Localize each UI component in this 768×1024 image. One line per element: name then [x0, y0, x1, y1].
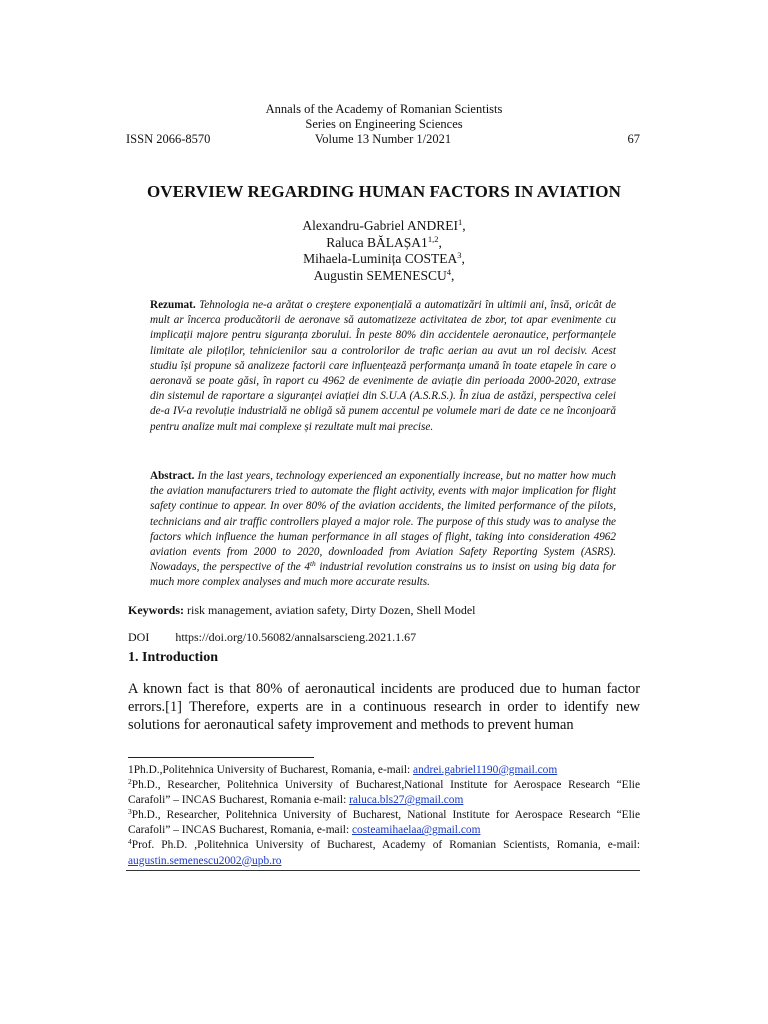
author: Mihaela-Luminița COSTEA$^3$,	[303, 250, 465, 266]
paper-title: OVERVIEW REGARDING HUMAN FACTORS IN AVIATION	[146, 182, 622, 201]
email-link[interactable]: costeamihaelaa@gmail.com	[351, 824, 481, 837]
footnote: $^2$Ph.D., Researcher, Politehnica University of Bucharest,National Institute for Aerospace Research “Elie Carafoli” – INCAS Bucharest, Romania e-mail: raluca.bls27@gmail.com	[128, 777, 640, 807]
footnote-divider	[128, 757, 314, 758]
email-link[interactable]: andrei.gabriel1190@gmail.com	[413, 764, 558, 776]
rezumat-paragraph	[150, 298, 616, 435]
author: Augustin SEMENESCU$^4$,	[313, 266, 455, 283]
keywords-line	[128, 603, 475, 618]
author: Alexandru-Gabriel ANDREI$^1$,	[302, 217, 466, 233]
abstract-paragraph: Abstract. In the last years, technology experienced an exponentially increase, but no matter how much the aviation manufacturers tried to automate the flight activity, events with major implication for flight safety continue to appear. In over 80% of the aviation accidents, the limited performance of the pilots, technicians and air traffic controllers played a major role. The purpose of this study was to analyse the factors which influence the human performance in all stages of flight, taking into consideration 4962 aviation events from 2000 to 2020, downloaded from Aviation Safety Reporting System (ASRS). Nowadays, the perspective of the 4th industrial revolution constrains us to insist on using big data for much more complex analyses and much more accurate results.	[150, 470, 617, 589]
journal-series: Series on Engineering Sciences	[305, 117, 463, 131]
section-heading-introduction: 1. Introduction	[128, 650, 218, 665]
rezumat-text: Tehnologia ne-a arătat o creştere exponențială a automatizări în ultimii ani, însă, oricât de mult ar încerca producătorii de aeronave să automatizeze activitatea de zbor, tot apar evenimente cu implicații majore pentru siguranța zborului. În peste 80% din accidentele aeronautice, performanțele limitate ale piloților, tehnicienilor sau a controlorilor de trafic aerian au avut un rol decisiv. Acest studiu își propune să analizeze factorii care influențează performanța umană în toate etapele în care o aeronavă se poate găsi, în raport cu 4962 de evenimente de aviație din perioada 2000-2020, extrase din sistemul de raportare a siguranței aviației din S.U.A (A.S.R.S.). În ziua de astăzi, perspectiva celei de-a IV-a revoluție industrială ne obligă să punem accentul pe volumele mari de date ce ne înconjoară pentru analize mult mai complexe și rezultate mult mai precise.	[150, 299, 616, 433]
keywords-label: Keywords:	[128, 603, 184, 617]
email-link[interactable]: raluca.bls27@gmail.com	[349, 794, 464, 807]
footnotes	[128, 763, 640, 869]
keywords-text: risk management, aviation safety, Dirty Dozen, Shell Model	[184, 603, 476, 617]
abstract-label: Abstract.	[150, 470, 195, 482]
footnote: 1Ph.D.,Politehnica University of Bucharest, Romania, e-mail: andrei.gabriel1190@gmail.com	[128, 764, 558, 776]
footnote: $^4$Prof. Ph.D. ,Politehnica University of Bucharest, Academy of Romanian Scientists, Romania, e-mail: augustin.semenescu2002@upb.ro	[128, 837, 640, 867]
email-link[interactable]: augustin.semenescu2002@upb.ro	[128, 854, 282, 867]
page-number: 67	[627, 132, 640, 146]
author-list	[0, 218, 768, 284]
doi-label: DOI	[128, 630, 150, 644]
doi-link[interactable]: https://doi.org/10.56082/annalsarscieng.2021.1.67	[175, 630, 417, 644]
rezumat-label: Rezumat.	[150, 299, 196, 311]
journal-name: Annals of the Academy of Romanian Scientists	[265, 102, 503, 116]
introduction-paragraph: A known fact is that 80% of aeronautical incidents are produced due to human factor errors.[1] Therefore, experts are in a continuous research in order to identify new solutions for aeronautical safety improvement and methods to prevent human	[128, 681, 640, 733]
volume-info: Volume 13 Number 1/2021	[314, 132, 452, 146]
abstract-text: In the last years, technology experienced an exponentially increase, but no matter how much the aviation manufacturers tried to automate the flight activity, events with major implication for flight safety continue to appear. In over 80% of the aviation accidents, the limited performance of the pilots, technicians and air traffic controllers played a major role. The purpose of this study was to analyse the factors which influence the human performance in all stages of flight, taking into consideration 4962 aviation events from 2000 to 2020, downloaded from Aviation Safety Reporting System (ASRS). Nowadays, the perspective of the 4	[150, 470, 617, 574]
author: Raluca BĂLAȘA1$^{1,2}$,	[326, 233, 442, 250]
issn: ISSN 2066-8570	[126, 132, 211, 146]
page-bottom-rule	[126, 870, 640, 871]
doi-line	[128, 630, 416, 645]
footnote: $^3$Ph.D., Researcher, Politehnica University of Bucharest, National Institute for Aerospace Research “Elie Carafoli” – INCAS Bucharest, Romania, e-mail: costeamihaelaa@gmail.com	[128, 807, 640, 837]
